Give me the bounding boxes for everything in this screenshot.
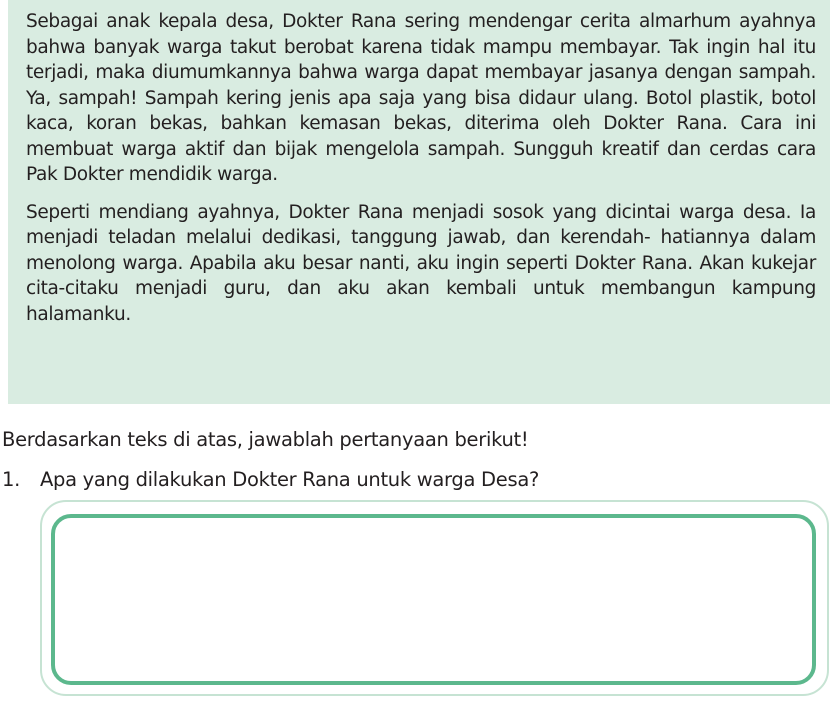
question-1 [2,466,539,494]
reading-passage [8,0,830,404]
answer-box[interactable] [51,514,816,685]
passage-paragraph-2: Seperti mendiang ayahnya, Dokter Rana menjadi sosok yang dicintai warga desa. Ia menjadi teladan melalui dedikasi, tanggung jawab, dan kerendah- hatiannya dalam menolong warga. Apabila aku besar nanti, aku ingin seperti Dokter Rana. Akan kukejar cita-citaku menjadi guru, dan aku akan kembali untuk membangun kampung halamanku. [26,201,816,325]
question-text: Apa yang dilakukan Dokter Rana untuk warga Desa? [40,468,540,491]
instruction-text: Berdasarkan teks di atas, jawablah pertanyaan berikut! [2,428,529,451]
question-number: 1. [2,468,21,491]
passage-paragraph-1: Sebagai anak kepala desa, Dokter Rana sering mendengar cerita almarhum ayahnya bahwa banyak warga takut berobat karena tidak mampu membayar. Tak ingin hal itu terjadi, maka diumumkannya bahwa warga dapat membayar jasanya dengan sampah. Ya, sampah! Sampah kering jenis apa saja yang bisa didaur ulang. Botol plastik, botol kaca, koran bekas, bahkan kemasan bekas, diterima oleh Dokter Rana. Cara ini membuat warga aktif dan bijak mengelola sampah. Sungguh kreatif dan cerdas cara Pak Dokter mendidik warga. [26,11,816,185]
